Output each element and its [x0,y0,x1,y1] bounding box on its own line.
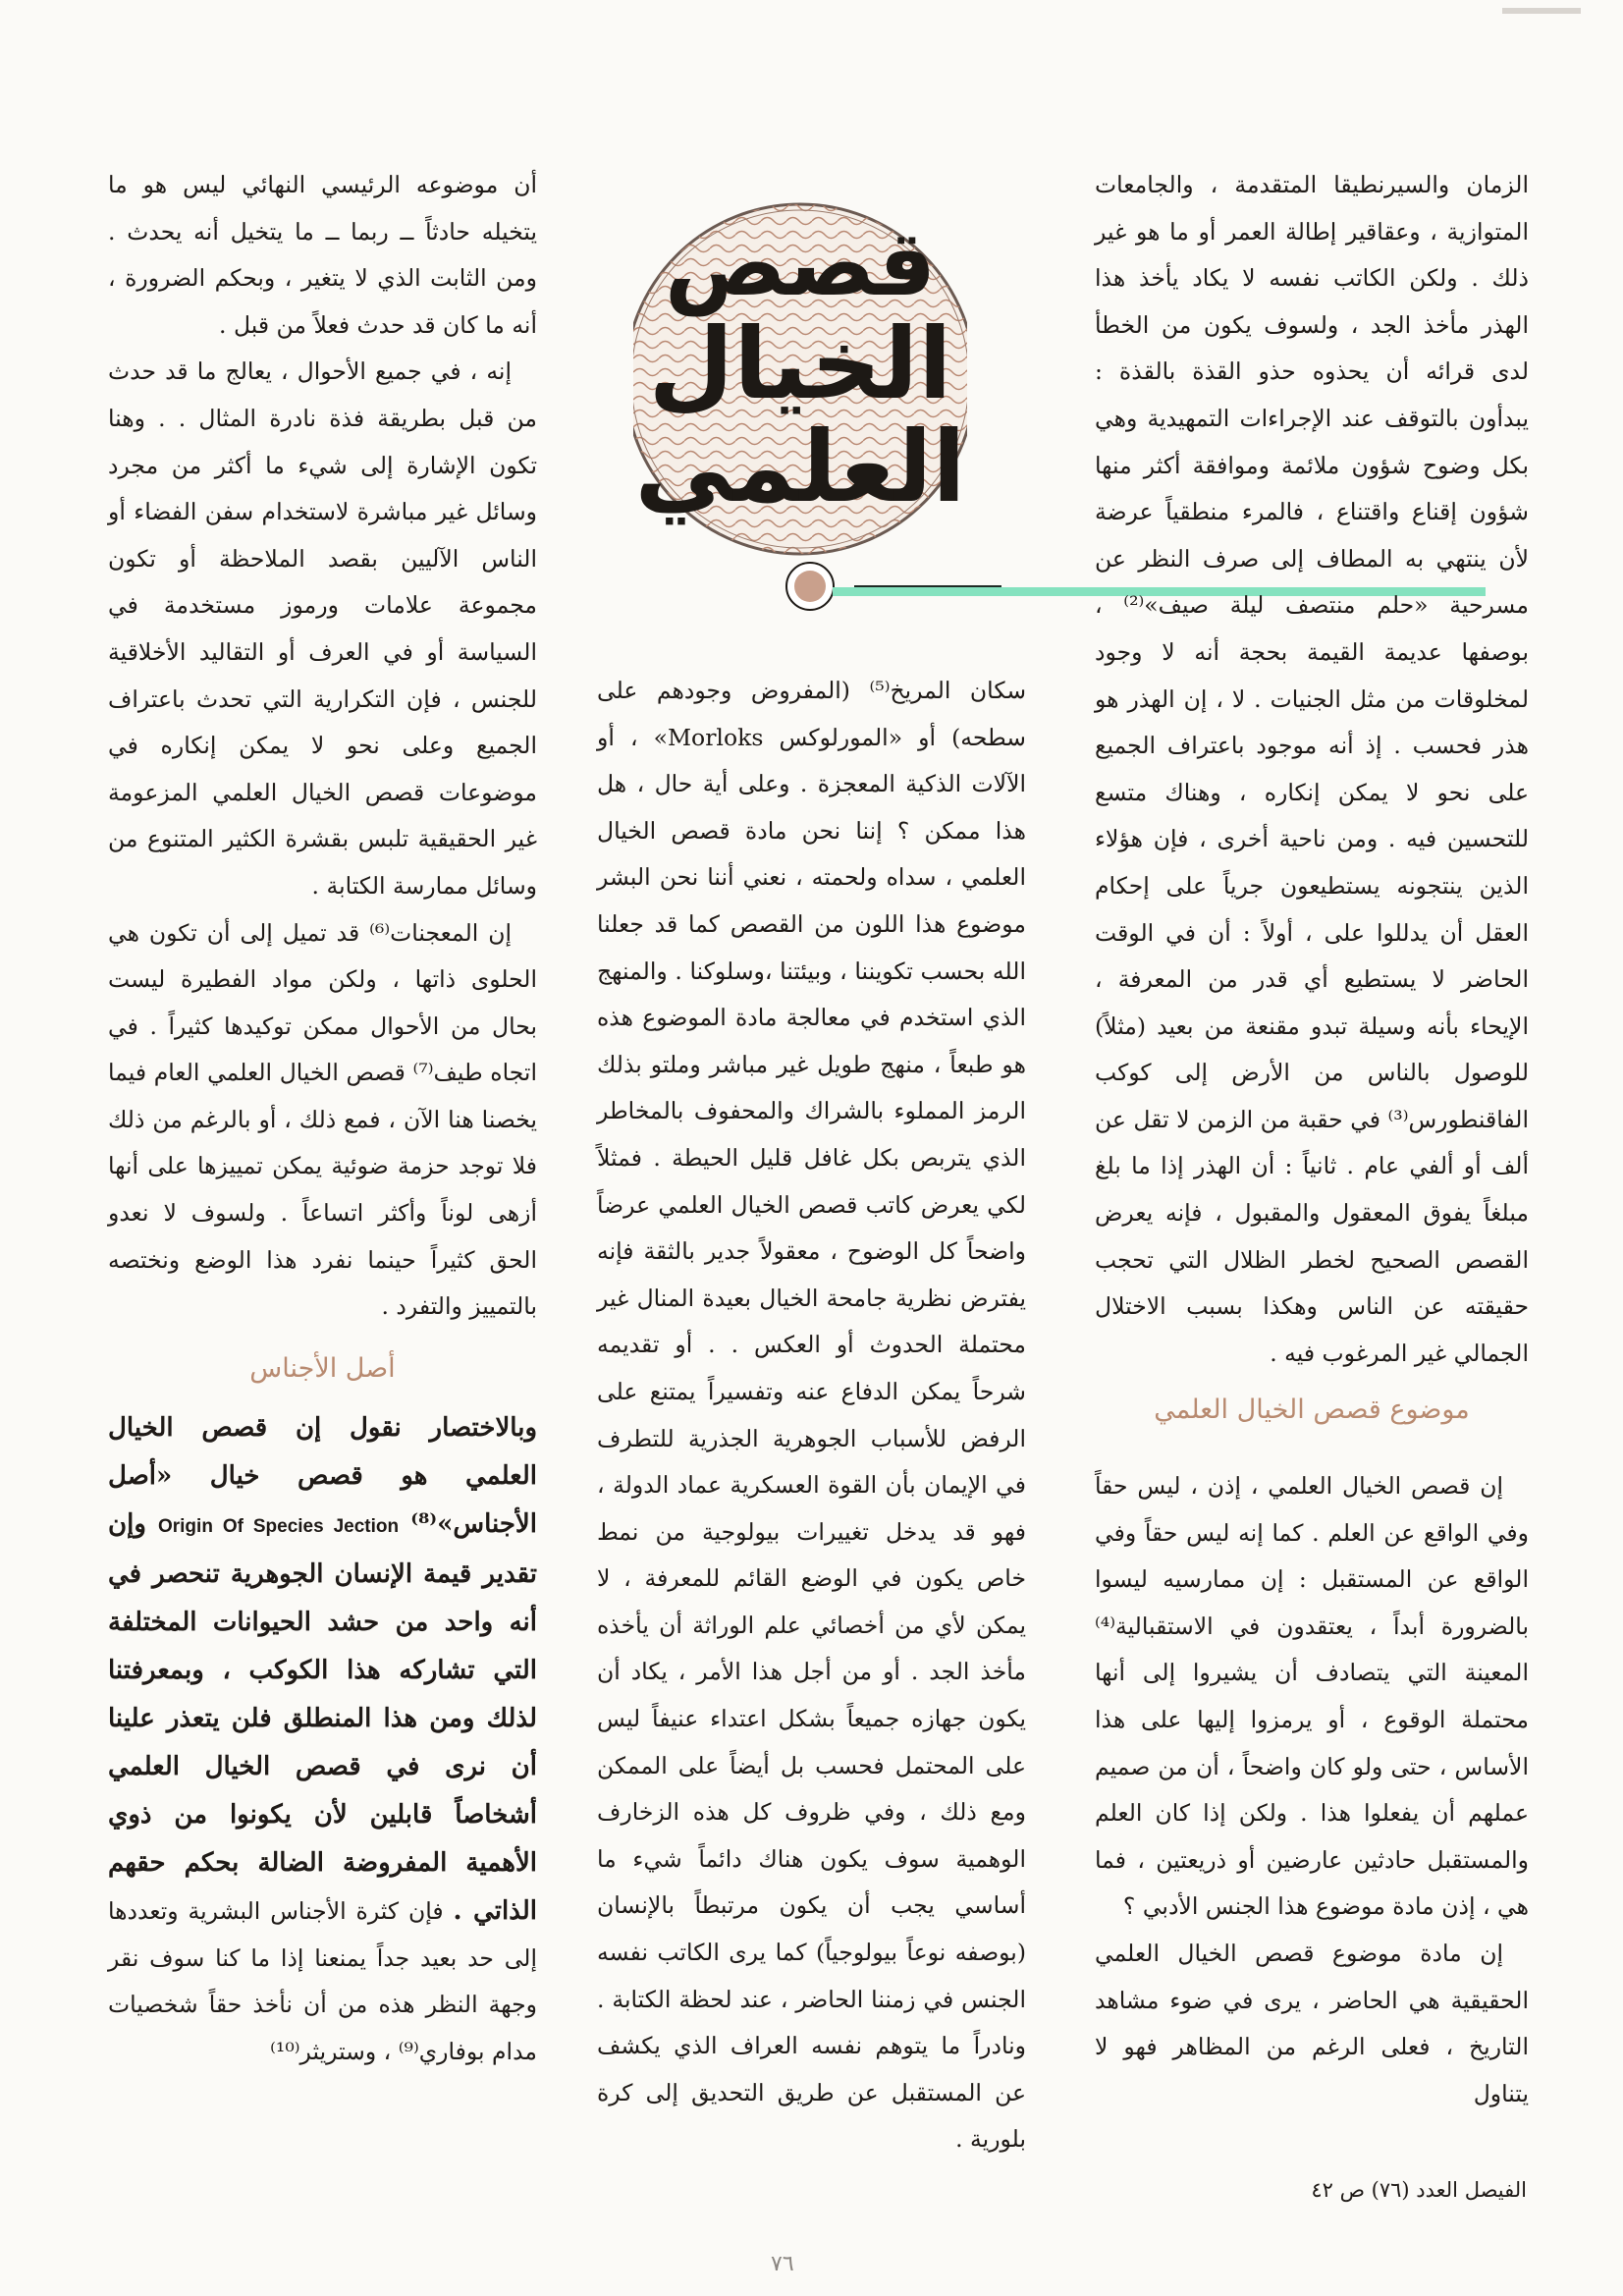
latin-term: Origin Of Species Jection [157,1516,400,1537]
right-column-heading-block [1095,1387,1529,1434]
page-footer: الفيصل العدد (٧٦) ص ٤٢ [1311,2178,1527,2202]
right-column [1095,162,1529,1377]
left-bold-intro: وبالاختصار نقول إن قصص الخيال العلمي هو قصص خيال «أصل الأجناس»⁽⁸⁾ [108,1413,537,1539]
right-column-lower [1095,1463,1529,2117]
logo-line-3: العلمي [634,410,966,524]
left-column [108,162,537,1331]
left-column-lower [108,1404,537,2075]
right-paragraph-1: الزمان والسيرنطيقا المتقدمة ، والجامعات المتوازية ، وعقاقير إطالة العمر أو ما هو غير ذلك . ولكن الكاتب نفسه لا يكاد يأخذ هذا الهذر مأخذ الجد ، ولسوف يكون من الخطأ لدى قرائه أن يحذوه حذو القذة بالقذة : يبدأون بالتوقف عند الإجراءات التمهيدية وهي بكل وضوح شؤون ملائمة وموافقة أكثر منها شؤون إقناع واقتناع ، فالمرء منطقياً عرضة لأن ينتهي به المطاف إلى صرف النظر عن مسرحية «حلم منتصف ليلة صيف»⁽²⁾ ، بوصفها عديمة القيمة بحجة أنه لا وجود لمخلوقات من مثل الجنيات . لا ، إن الهذر هو هذر فحسب . إذ أنه موجود باعتراف الجميع على نحو لا يمكن إنكاره ، وهناك متسع للتحسين فيه . ومن ناحية أخرى ، فإن هؤلاء الذين ينتجونه يستطيعون جرياً على إحكام العقل أن يدللوا على ، أولاً : أن في الوقت الحاضر لا يستطيع أي قدر من المعرفة ، الإيحاء بأنه وسيلة تبدو مقنعة من بعيد (مثلاً) للوصول بالناس من الأرض إلى كوكب الفاقنطورس⁽³⁾ في حقبة من الزمن لا تقل عن ألف أو ألفي عام . ثانياً : أن الهذر إذا ما بلغ مبلغاً يفوق المعقول والمقبول ، فإنه يعرض القصص الصحيح لخطر الظلال التي تحجب حقيقته عن الناس وهكذا بسبب الاختلال الجمالي غير المرغوب فيه . [1095,171,1529,1367]
left-paragraph-3: إن المعجنات⁽⁶⁾ قد تميل إلى أن تكون هي الحلوى ذاتها ، ولكن مواد الفطيرة ليست بحال من الأحوال ممكن توكيدها كثيراً . في اتجاه طيف⁽⁷⁾ قصص الخيال العلمي العام فيما يخصنا هنا الآن ، فمع ذلك ، أو بالرغم من ذلك فلا توجد حزمة ضوئية يمكن تمييزها على أنها أزهى لوناً وأكثر اتساعاً . ولسوف لا نعدو الحق كثيراً حينما نفرد هذا الوضع ونختصه بالتمييز والتفرد . [108,918,537,1321]
logo-line-1: قصص [664,211,937,316]
top-edge-mark [1502,8,1581,14]
logo-line-2: الخيال [648,306,952,421]
section-heading-subject: موضوع قصص الخيال العلمي [1154,1394,1470,1425]
left-paragraph-1: أن موضوعه الرئيسي النهائي ليس هو ما يتخيله حادثاً ــ ربما ــ ما يتخيل أنه يحدث . ومن الثابت الذي لا يتغير ، وبحكم الضرورة ، أنه ما كان قد حدث فعلاً من قبل . [108,171,537,339]
title-logo [633,187,967,642]
bottom-page-mark: ٧٦ [771,2252,794,2276]
left-body-rest: فإن كثرة الأجناس البشرية وتعددها إلى حد بعيد جداً يمنعنا إذا ما كنا سوف نقر وجهة النظر هذه من أن نأخذ حقاً شخصيات مدام بوفاري⁽⁹⁾ ، وستريثر⁽¹⁰⁾ [108,1896,537,2065]
right-paragraph-3: إن مادة موضوع قصص الخيال العلمي الحقيقية هي الحاضر ، يرى في ضوء مشاهد التاريخ ، فعلى الرغم من المظاهر فهو لا يتناول [1095,1939,1529,2107]
middle-paragraph-1: سكان المريخ⁽⁵⁾ (المفروض وجودهم على سطحه) أو «المورلوكس Morloks» ، أو الآلات الذكية المعجزة . وعلى أية حال ، هل هذا ممكن ؟ إننا نحن مادة قصص الخيال العلمي ، سداه ولحمته ، نعني أننا نحن البشر موضوع هذا اللون من القصص كما قد جعلنا الله بحسب تكويننا ، وبيئتنا ،وسلوكنا . والمنهج الذي استخدم في معالجة مادة الموضوع هذه هو طبعاً ، منهج طويل غير مباشر وملتو بذلك الرمز المملوء بالشراك والمحفوف بالمخاطر الذي يتربص بكل غافل قليل الحيطة . فمثلاً لكي يعرض كاتب قصص الخيال العلمي عرضاً واضحاً كل الوضوح ، معقولاً جدير بالثقة فإنه يفترض نظرية جامحة الخيال بعيدة المنال غير محتملة الحدوث أو العكس . . أو تقديمه شرحاً يمكن الدفاع عنه وتفسيراً يمتنع على الرفض للأسباب الجوهرية الجذرية للتطرف في الإيمان بأن القوة العسكرية عماد الدولة ، فهو قد يدخل تغييرات بيولوجية من نمط خاص يكون في الوضع القائم للمعرفة ، لا يمكن لأي من أخصائي علم الوراثة أن يأخذه مأخذ الجد . أو من أجل هذا الأمر ، يكاد أن يكون جهازه جميعاً بشكل اعتداء عنيفاً ليس على المحتمل فحسب بل أيضاً على الممكن ومع ذلك ، وفي ظروف كل هذه الزخارف الوهمية سوف يكون هناك دائماً شيء ما أساسي يجب أن يكون مرتبطاً بالإنسان (بوصفه نوعاً بيولوجياً) كما يرى الكاتب نفسه الجنس في زمننا الحاضر ، عند لحظة الكتابة . ونادراً ما يتوهم نفسه العراف الذي يكشف عن المستقبل عن طريق التحديق إلى كرة بلورية . [597,677,1027,2154]
left-column-heading-block [108,1345,537,1393]
section-heading-origin: أصل الأجناس [249,1353,396,1384]
left-bold-body: وإن تقدير قيمة الإنسان الجوهرية تنحصر في أنه واحد من حشد الحيوانات المختلفة التي تشاركه هذا الكوكب ، وبمعرفتنا لذلك ومن هذا المنطلق فلن يتعذر علينا أن نرى في قصص الخيال العلمي أشخاصاً قابلين لأن يكونوا من ذوي الأهمية المفروضة الضالة بحكم حقهم الذاتي . [108,1509,537,1926]
left-paragraph-2: إنه ، في جميع الأحوال ، يعالج ما قد حدث من قبل بطريقة فذة نادرة المثال . . وهنا تكون الإشارة إلى شيء ما أكثر من مجرد وسائل غير مباشرة لاستخدام سفن الفضاء أو الناس الآليين بقصد الملاحظة أو تكون مجموعة علامات ورموز مستخدمة في السياسة أو في العرف أو التقاليد الأخلاقية للجنس ، فإن التكرارية التي تحدث باعتراف الجميع وعلى نحو لا يمكن إنكاره في موضوعات قصص الخيال العلمي المزعومة غير الحقيقية تلبس بقشرة الكثير المتنوع من وسائل ممارسة الكتابة . [108,357,537,900]
middle-column [597,668,1026,2163]
right-paragraph-2: إن قصص الخيال العلمي ، إذن ، ليس حقاً وفي الواقع عن العلم . كما إنه ليس حقاً وفي الواقع عن المستقبل : إن ممارسيه ليسوا بالضرورة أبداً ، يعتقدون في الاستقبالية⁽⁴⁾ المعينة التي يتصادف أن يشيروا إلى أنها محتملة الوقوع ، أو يرمزوا إليها على هذا الأساس ، حتى ولو كان واضحاً ، أن من صميم عملهم أن يفعلوا هذا . ولكن إذا كان العلم والمستقبل حادثين عارضين أو ذريعتين ، فما هي ، إذن مادة موضوع هذا الجنس الأدبي ؟ [1095,1472,1529,1921]
